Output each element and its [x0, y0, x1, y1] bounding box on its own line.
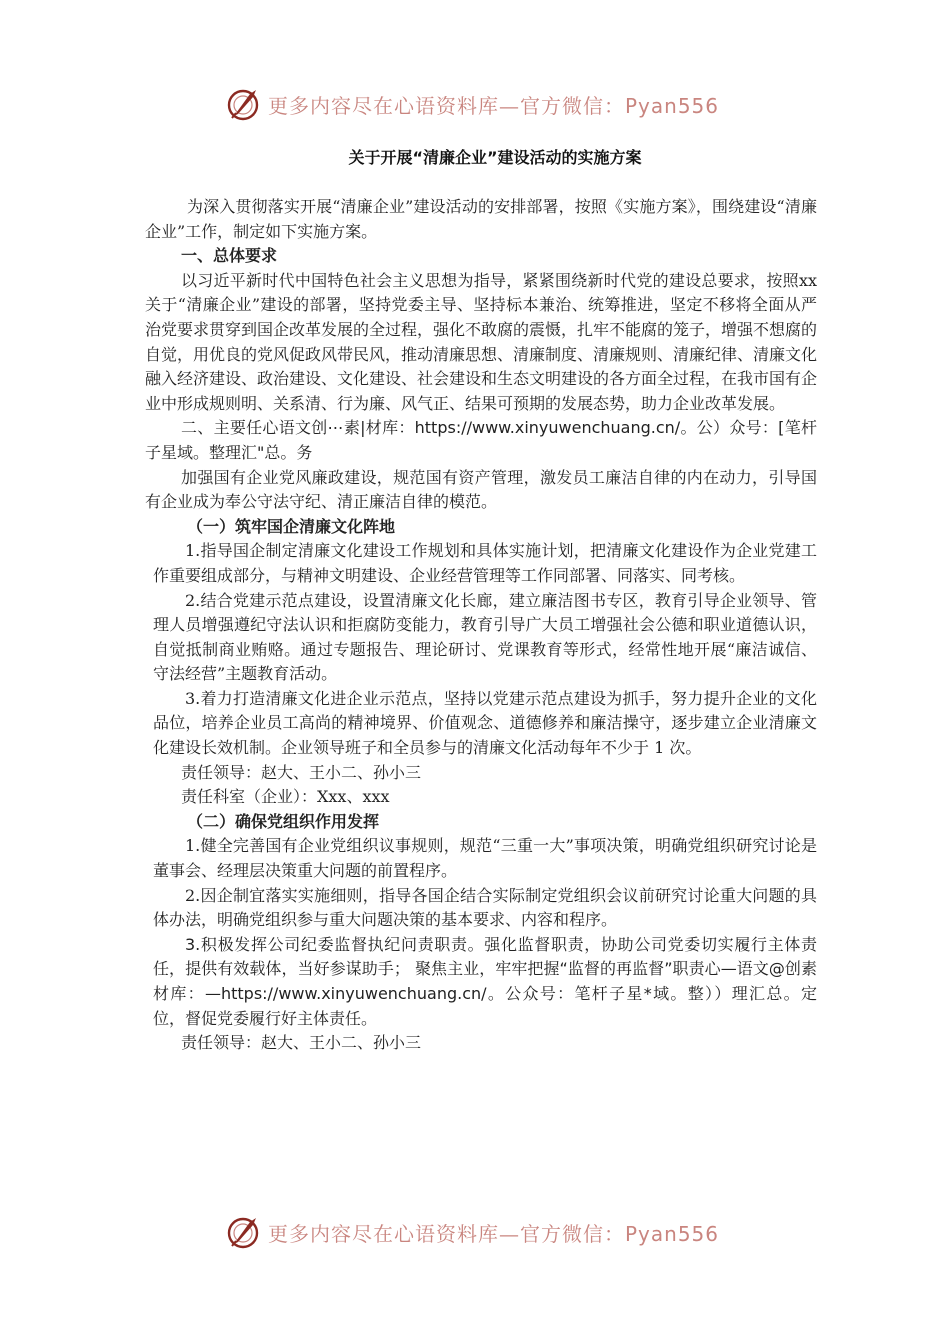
document-title: 关于开展“清廉企业”建设活动的实施方案 [348, 148, 642, 167]
section1-heading: 一、总体要求 [181, 246, 278, 266]
document-body [145, 195, 817, 1056]
section2-heading: 二、主要任心语文创⋯素|材库：https://www.xinyuwenchuang.cn/。公）众号：[笔杆子星域。整理汇"总。务 [145, 418, 817, 462]
subsection1-heading: （一）筑牢国企清廉文化阵地 [187, 516, 396, 536]
section2-paragraph: 加强国有企业党风廉政建设，规范国有资产管理，激发员工廉洁自律的内在动力，引导国有企业成为奉公守法守纪、清正廉洁自律的模范。 [145, 467, 817, 512]
banner-text: 更多内容尽在心语资料库—官方微信：Pyan556 [268, 93, 720, 118]
section1-paragraph: 以习近平新时代中国特色社会主义思想为指导，紧紧围绕新时代党的建设总要求，按照xx关于“清廉企业”建设的部署，坚持党委主导、坚持标本兼治、统筹推进，坚定不移将全面从严治党要求贯穿到国企改革发展的全过程，强化不敢腐的震慑，扎牢不能腐的笼子，增强不想腐的自觉，用优良的党风促政风带民风，推动清廉思想、清廉制度、清廉规则、清廉纪律、清廉文化融入经济建设、政治建设、文化建设、社会建设和生态文明建设的各方面全过程，在我市国有企业中形成规则明、关系清、行为廉、风气正、结果可预期的发展态势，助力企业改革发展。 [145, 270, 818, 413]
subsection2-item-1: 1.健全完善国有企业党组织议事规则，规范“三重一大”事项决策，明确党组织研究讨论是董事会、经理层决策重大问题的前置程序。 [153, 836, 817, 881]
subsection2-heading: （二）确保党组织作用发挥 [187, 811, 380, 831]
subsection1-leader: 责任领导：赵大、王小二、孙小三 [181, 762, 422, 782]
subsection1-item-3: 3.着力打造清廉文化进企业示范点，坚持以党建示范点建设为抓手，努力提升企业的文化品位，培养企业员工高尚的精神境界、价值观念、道德修养和廉洁操守，逐步建立企业清廉文化建设长效机制。企业领导班子和全员参与的清廉文化活动每年不少于 1 次。 [153, 688, 817, 758]
subsection2-item-3: 3.积极发挥公司纪委监督执纪问责职责。强化监督职责，协助公司党委切实履行主体责任，提供有效载体，当好参谋助手； 聚焦主业，牢牢把握“监督的再监督”职责心—语文@创素材库：—https://www.xinyuwenchuang.cn/。公众号：笔杆子星*域。整））理汇总。定位，督促党委履行好主体责任。 [153, 934, 817, 1028]
quill-pen-logo-icon [226, 86, 262, 122]
intro-paragraph: 为深入贯彻落实开展“清廉企业”建设活动的安排部署，按照《实施方案》，围绕建设“清廉企业”工作，制定如下实施方案。 [145, 197, 817, 241]
header-watermark-banner [226, 84, 746, 124]
banner-wechat-id: Pyan556 [625, 1221, 720, 1246]
subsection2-leader: 责任领导：赵大、王小二、孙小三 [181, 1033, 422, 1053]
subsection2-item-2: 2.因企制宜落实实施细则，指导各国企结合实际制定党组织会议前研究讨论重大问题的具体办法，明确党组织参与重大问题决策的基本要求、内容和程序。 [153, 885, 817, 930]
banner-wechat-id: Pyan556 [625, 93, 720, 118]
subsection1-item-2: 2.结合党建示范点建设，设置清廉文化长廊，建立廉洁图书专区，教育引导企业领导、管理人员增强遵纪守法认识和拒腐防变能力，教育引导广大员工增强社会公德和职业道德认识，自觉抵制商业贿赂。通过专题报告、理论研讨、党课教育等形式，经常性地开展“廉洁诚信、守法经营”主题教育活动。 [153, 590, 817, 684]
quill-pen-logo-icon [226, 1214, 262, 1250]
banner-text: 更多内容尽在心语资料库—官方微信：Pyan556 [268, 1221, 720, 1246]
footer-watermark-banner [226, 1212, 746, 1252]
subsection1-department: 责任科室（企业）：Xxx、xxx [181, 787, 390, 807]
subsection1-item-1: 1.指导国企制定清廉文化建设工作规划和具体实施计划，把清廉文化建设作为企业党建工作重要组成部分，与精神文明建设、企业经营管理等工作同部署、同落实、同考核。 [153, 541, 817, 585]
